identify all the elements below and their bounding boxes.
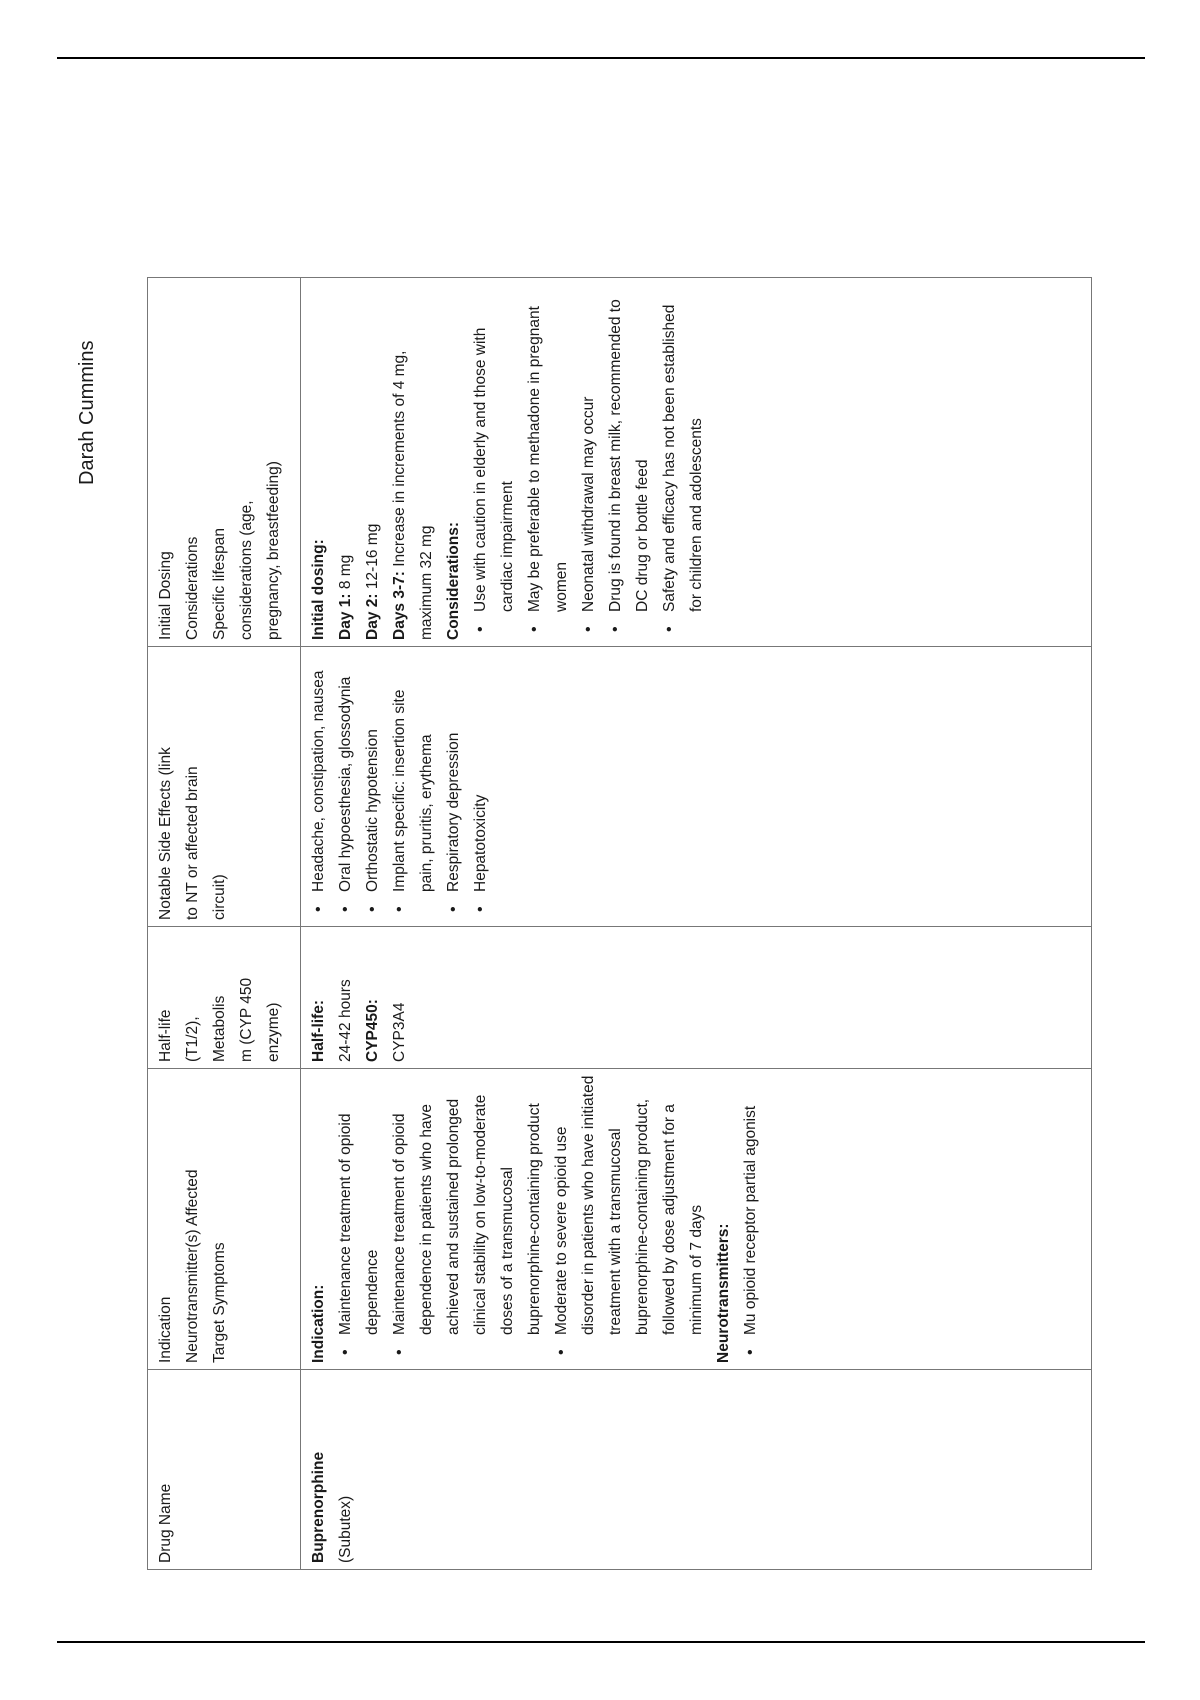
list-item: • Orthostatic hypotension <box>359 653 386 920</box>
table-header-row <box>148 278 301 1570</box>
list-item: • Moderate to severe opioid use disorder in patients who have initiated treatment with a transmucosal buprenorphine-containing product, followed by dose adjustment for a minimum of 7 days <box>548 1075 710 1363</box>
cell-drug-name <box>301 1370 1092 1570</box>
col-half-life: Half-life (T1/2), Metabolis m (CYP 450 enzyme) <box>148 927 301 1069</box>
dosing-line <box>359 284 386 640</box>
list-item: • Implant specific: insertion site pain, pruritis, erythema <box>386 653 440 920</box>
drug-brand: (Subutex) <box>337 1495 354 1563</box>
drug-table <box>147 277 1092 1570</box>
dosing-day-label: Days 3-7: <box>391 571 408 640</box>
considerations-label: Considerations: <box>445 522 462 640</box>
list-item: • May be preferable to methadone in pregnant women <box>521 284 575 640</box>
top-rule <box>57 57 1145 59</box>
neurotransmitters-label: Neurotransmitters: <box>715 1223 732 1363</box>
indication-label: Indication: <box>310 1284 327 1363</box>
cell-dosing <box>301 278 1092 647</box>
side-effect-list <box>305 653 494 920</box>
drug-name: Buprenorphine <box>310 1451 327 1563</box>
cyp-label: CYP450: <box>364 999 381 1062</box>
considerations-list <box>467 284 710 640</box>
col-indication: Indication Neurotransmitter(s) Affected Target Symptoms <box>148 1069 301 1370</box>
dosing-day-text: Increase in increments of 4 mg, maximum 32 mg <box>391 350 435 640</box>
half-life-label: Half-life: <box>310 1000 327 1062</box>
list-item: • Headache, constipation, nausea <box>305 653 332 920</box>
list-item: • Oral hypoesthesia, glossodynia <box>332 653 359 920</box>
drug-table-area <box>147 299 1087 1570</box>
list-item: • Maintenance treatment of opioid dependence <box>332 1075 386 1363</box>
list-item: • Use with caution in elderly and those with cardiac impairment <box>467 284 521 640</box>
list-item: • Safety and efficacy has not been established for children and adolescents <box>656 284 710 640</box>
cell-indication <box>301 1069 1092 1370</box>
dosing-line <box>386 284 440 640</box>
col-side-effects: Notable Side Effects (link to NT or affected brain circuit) <box>148 647 301 927</box>
dosing-line <box>332 284 359 640</box>
dosing-day-label: Day 1: <box>337 593 354 640</box>
dosing-day-text: 8 mg <box>337 554 354 594</box>
list-item: • Respiratory depression <box>440 653 467 920</box>
list-item: • Mu opioid receptor partial agonist <box>737 1075 764 1363</box>
list-item: • Hepatotoxicity <box>467 653 494 920</box>
table-row <box>301 278 1092 1570</box>
col-dosing: Initial Dosing Considerations Specific lifespan considerations (age, pregnancy, breastfeeding) <box>148 278 301 647</box>
bottom-rule <box>57 1641 1145 1643</box>
dosing-label: Initial dosing: <box>310 539 327 640</box>
col-drug-name: Drug Name <box>148 1370 301 1570</box>
cyp-value: CYP3A4 <box>391 1002 408 1062</box>
dosing-day-text: 12-16 mg <box>364 523 381 594</box>
indication-list <box>332 1075 710 1363</box>
cell-half-life <box>301 927 1092 1069</box>
neurotransmitter-list <box>737 1075 764 1363</box>
author-name: Darah Cummins <box>76 340 98 485</box>
list-item: • Drug is found in breast milk, recommended to DC drug or bottle feed <box>602 284 656 640</box>
half-life-value: 24-42 hours <box>337 979 354 1062</box>
list-item: • Maintenance treatment of opioid dependence in patients who have achieved and sustained prolonged clinical stability on low-to-moderate doses of a transmucosal buprenorphine-containing product <box>386 1075 548 1363</box>
list-item: • Neonatal withdrawal may occur <box>575 284 602 640</box>
cell-side-effects <box>301 647 1092 927</box>
dosing-day-label: Day 2: <box>364 593 381 640</box>
